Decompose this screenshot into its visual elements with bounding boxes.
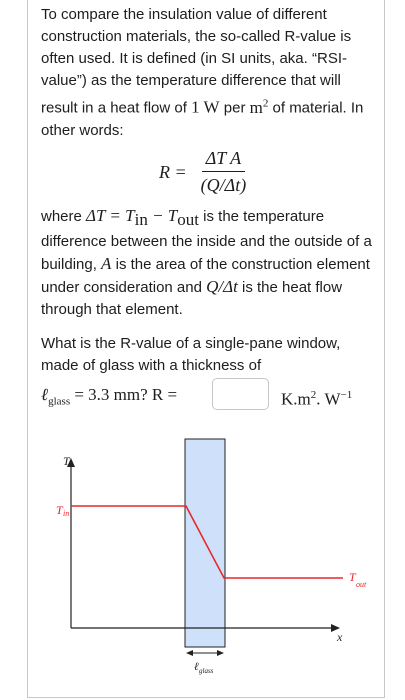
question-paragraph: What is the R-value of a single-pane window, made of glass with a thickness of — [41, 335, 341, 374]
t-in-label: T — [56, 503, 63, 517]
thickness-label: ℓ — [194, 661, 199, 673]
y-axis-label: T — [63, 454, 70, 468]
thickness-arrow-left-icon — [186, 650, 193, 656]
x-axis-label: x — [337, 630, 343, 644]
answer-unit: $K.m^2$. $W^{-1}$ — [281, 389, 353, 409]
unit-square-meter: $m^2$ — [249, 97, 269, 117]
definition-paragraph: where $\Delta T = T_{in} - T_{out}$ is the temperature difference between the inside and the outside of a building, A is the area of the construction element under consideration and Q/Δt is the heat flow through that element. — [41, 206, 372, 318]
formula-lhs: R = — [159, 161, 187, 182]
formula-numerator: ΔT A — [202, 147, 245, 172]
thickness-subscript: glass — [199, 667, 214, 675]
glass-thickness-expression: ℓ$_{glass}$ = 3.3 mm? R = — [41, 385, 178, 408]
formula-denominator: (Q/Δt) — [200, 175, 247, 195]
intro-text-end: of material. In other words: — [41, 99, 364, 139]
unit-watt: 1 W — [191, 97, 220, 117]
intro-text: To compare the insulation value of different construction materials, the so-called R-value is often used. It is defined (in SI units, aka. “RSI-value”) as the temperature difference that will result in a heat flow of — [41, 6, 352, 117]
t-out-subscript: out — [356, 580, 367, 589]
t-in-subscript: in — [63, 509, 70, 518]
thickness-arrow-right-icon — [217, 650, 224, 656]
intro-text-per: per — [219, 99, 250, 117]
t-out-label: T — [349, 570, 356, 584]
